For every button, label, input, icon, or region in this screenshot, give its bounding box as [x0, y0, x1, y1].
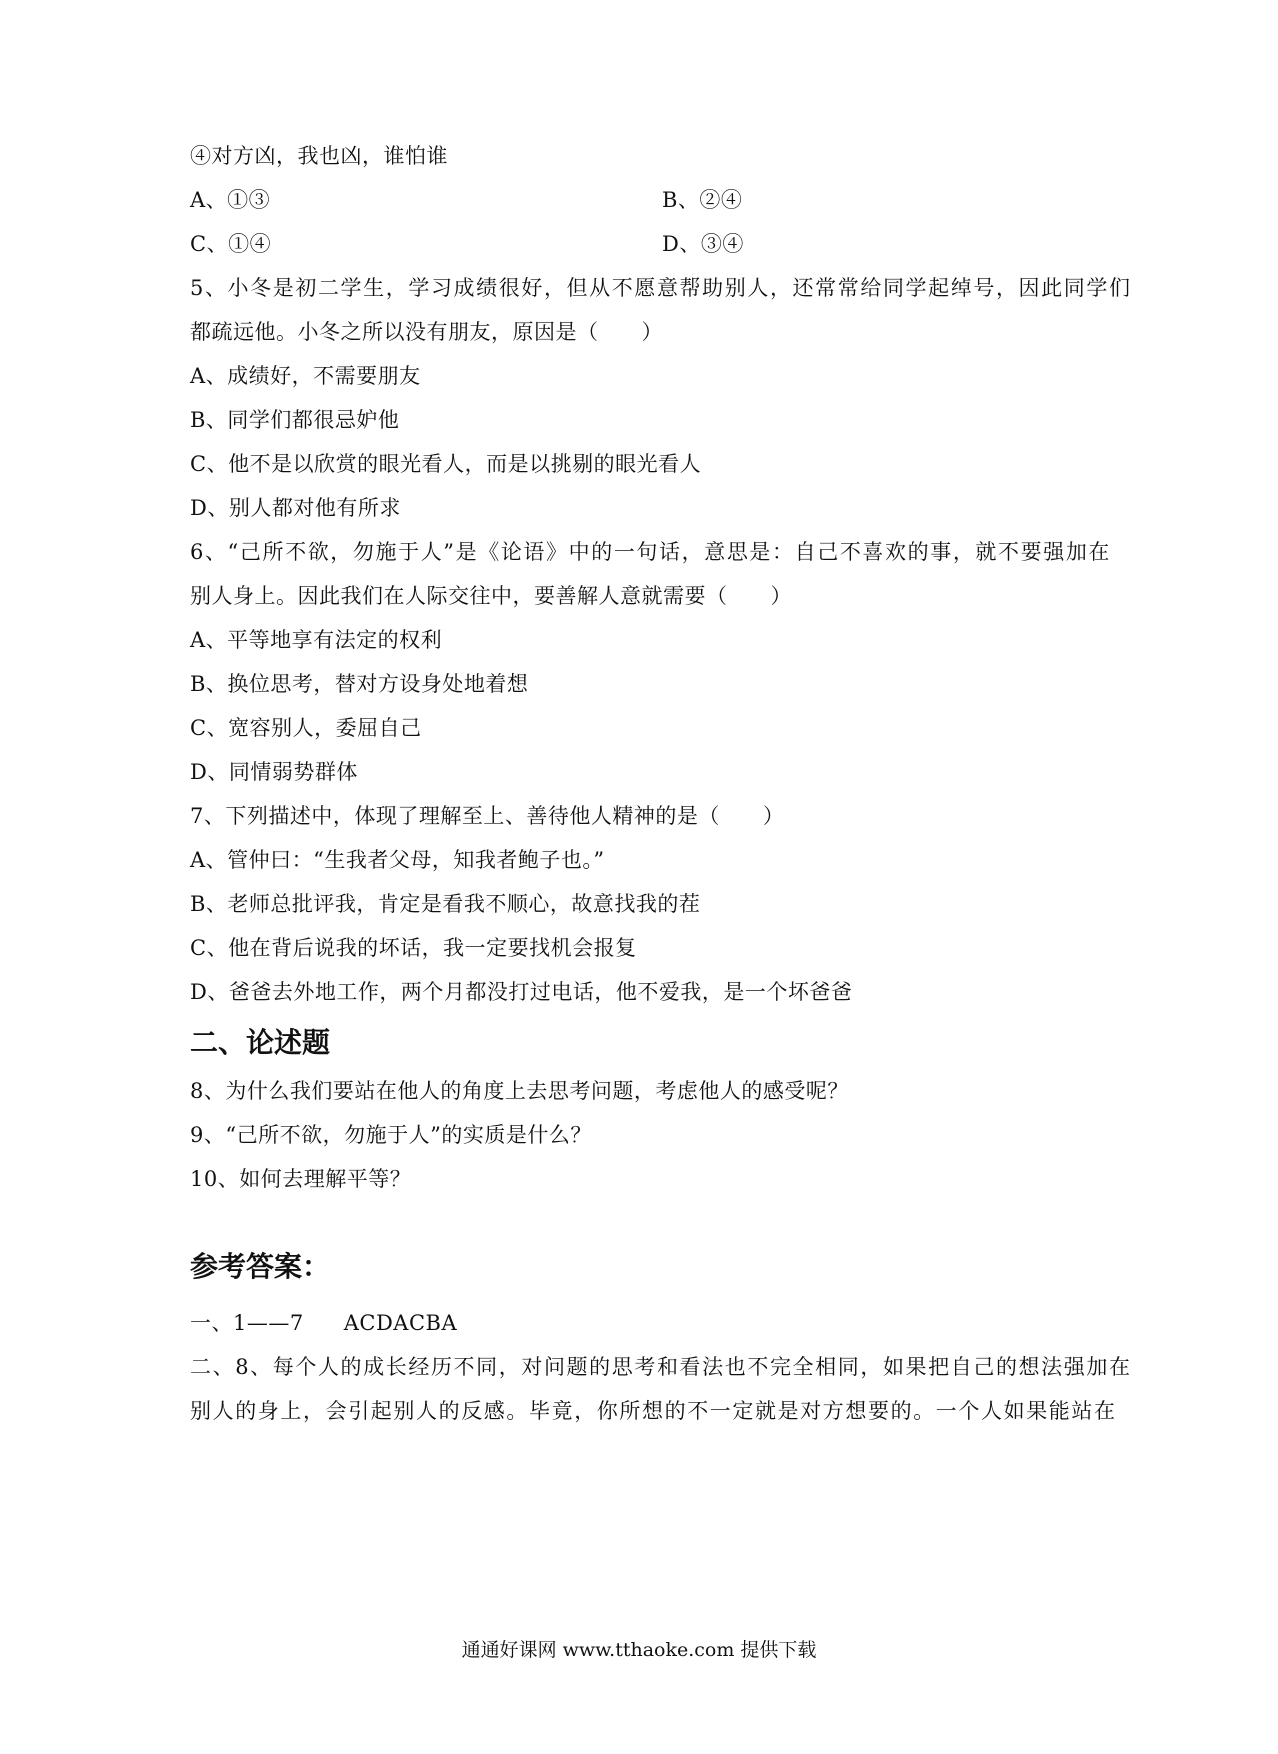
answers-part2-line2: 别人的身上，会引起别人的反感。毕竟，你所想的不一定就是对方想要的。一个人如果能站在 — [190, 1399, 1117, 1423]
q10-text: 10、如何去理解平等？ — [190, 1167, 412, 1191]
q7-option-b: B、老师总批评我，肯定是看我不顺心，故意找我的茬 — [190, 892, 701, 916]
q9-text: 9、“己所不欲，勿施于人”的实质是什么？ — [190, 1123, 592, 1147]
q7-option-a: A、管仲曰：“生我者父母，知我者鲍子也。” — [190, 848, 605, 872]
q8-text: 8、为什么我们要站在他人的角度上去思考问题，考虑他人的感受呢？ — [190, 1079, 849, 1103]
q6-option-d: D、同情弱势群体 — [190, 760, 358, 784]
q5-option-a: A、成绩好，不需要朋友 — [190, 364, 421, 388]
q6-option-c: C、宽容别人，委屈自己 — [190, 716, 422, 740]
q7-stem: 7、下列描述中，体现了理解至上、善待他人精神的是（ ） — [190, 804, 785, 828]
q5-stem-line2: 都疏远他。小冬之所以没有朋友，原因是（ ） — [190, 320, 663, 344]
q4-choice-d: D、③④ — [662, 232, 744, 256]
section2-heading: 二、论述题 — [190, 1026, 331, 1059]
answers-part1-label: 一、1——7 — [190, 1311, 304, 1335]
q7-option-c: C、他在背后说我的坏话，我一定要找机会报复 — [190, 936, 637, 960]
page-footer: 通通好课网 www.tthaoke.com 提供下载 — [461, 1639, 817, 1661]
q5-option-c: C、他不是以欣赏的眼光看人，而是以挑剔的眼光看人 — [190, 452, 702, 476]
q6-option-b: B、换位思考，替对方设身处地着想 — [190, 672, 529, 696]
q5-stem-line1: 5、小冬是初二学生，学习成绩很好，但从不愿意帮助别人，还常常给同学起绰号，因此同学们 — [190, 276, 1132, 300]
q6-option-a: A、平等地享有法定的权利 — [190, 628, 443, 652]
q4-choice-b: B、②④ — [662, 188, 743, 212]
q4-choice-a: A、①③ — [190, 188, 271, 212]
q4-option-4: ④对方凶，我也凶，谁怕谁 — [190, 144, 448, 168]
answers-part1-value: ACDACBA — [343, 1311, 458, 1335]
q6-stem-line2: 别人身上。因此我们在人际交往中，要善解人意就需要（ ） — [190, 584, 792, 608]
answers-heading: 参考答案： — [190, 1250, 331, 1283]
q5-option-d: D、别人都对他有所求 — [190, 496, 401, 520]
answers-part1 — [190, 1308, 457, 1338]
q6-stem-line1: 6、“己所不欲，勿施于人”是《论语》中的一句话，意思是：自己不喜欢的事，就不要强加在 — [190, 540, 1112, 564]
answers-part2-line1: 二、8、每个人的成长经历不同，对问题的思考和看法也不完全相同，如果把自己的想法强加在 — [190, 1355, 1132, 1379]
q7-option-d: D、爸爸去外地工作，两个月都没打过电话，他不爱我，是一个坏爸爸 — [190, 980, 853, 1004]
q5-option-b: B、同学们都很忌妒他 — [190, 408, 400, 432]
q4-choice-c: C、①④ — [190, 232, 272, 256]
